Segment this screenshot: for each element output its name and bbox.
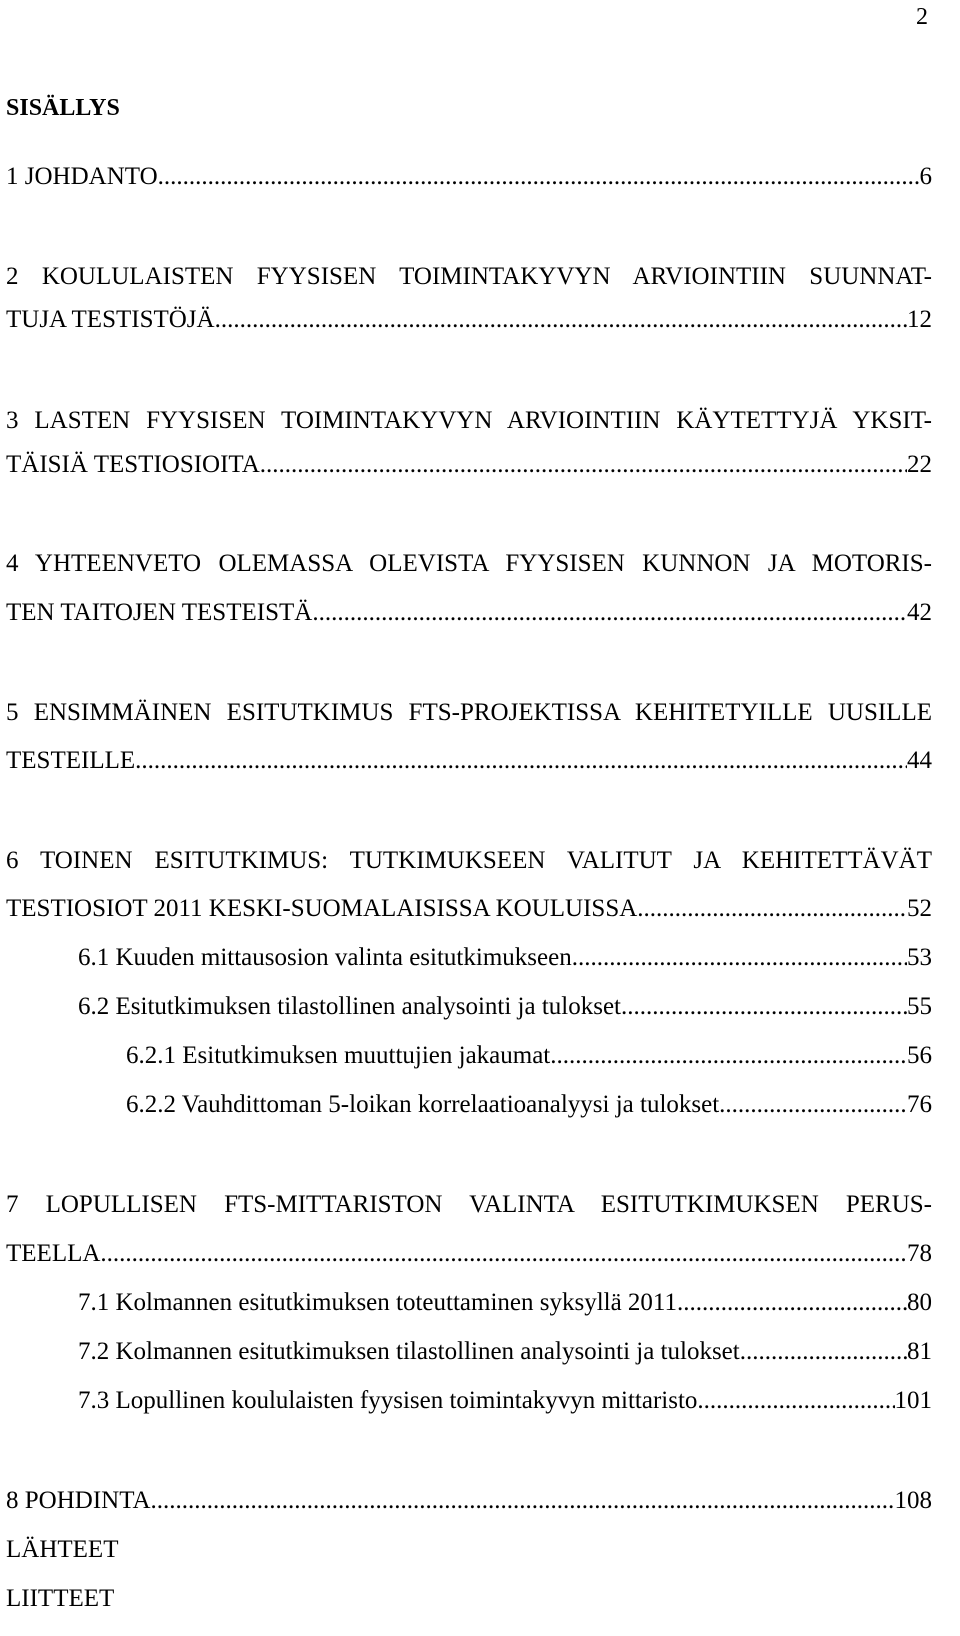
toc-entry-text: 7.2 Kolmannen esitutkimuksen tilastollinen analysointi ja tulokset [78,1338,740,1365]
toc-entry-7[interactable] [6,1239,932,1269]
toc-entry-text: TEELLA [6,1240,101,1267]
toc-entry-7-2[interactable] [78,1337,932,1367]
toc-leader [740,1337,907,1367]
toc-entry-text: 8 POHDINTA [6,1487,151,1514]
toc-page-number: 44 [907,747,932,774]
toc-entry-5-line1: 5 ENSIMMÄINEN ESITUTKIMUS FTS-PROJEKTISSA KEHITETYILLE UUSILLE [6,699,932,726]
toc-page-number: 52 [907,895,932,922]
toc-entry-text: 6.2.2 Vauhdittoman 5-loikan korrelaatioanalyysi ja tulokset [126,1091,720,1118]
toc-leader [637,894,907,924]
toc-entry-text: 7.3 Lopullinen koululaisten fyysisen toimintakyvyn mittaristo [78,1387,698,1414]
toc-page-number: 101 [894,1387,932,1414]
toc-page-number: 22 [907,451,932,478]
toc-leader [550,1041,907,1071]
toc-page-number: 108 [894,1487,932,1514]
toc-entry-6-2-2[interactable] [126,1090,932,1120]
toc-entry-text: 7.1 Kolmannen esitutkimuksen toteuttaminen syksyllä 2011 [78,1289,677,1316]
toc-leader [621,992,907,1022]
toc-entry-3-line1: 3 LASTEN FYYSISEN TOIMINTAKYVYN ARVIOINTIIN KÄYTETTYJÄ YKSIT- [6,407,932,434]
page-title: SISÄLLYS [6,95,120,121]
toc-entry-4[interactable] [6,598,932,628]
toc-leader [312,598,907,628]
toc-entry-6-2-1[interactable] [126,1041,932,1071]
toc-entry-text: TESTEILLE [6,747,136,774]
toc-entry-text: TÄISIÄ TESTIOSIOITA [6,451,260,478]
toc-entry-text: TUJA TESTISTÖJÄ [6,306,215,333]
toc-entry-text: TESTIOSIOT 2011 KESKI-SUOMALAISISSA KOULUISSA [6,895,638,922]
toc-page-number: 6 [919,163,932,190]
toc-leader [135,746,907,776]
toc-entry-4-line1: 4 YHTEENVETO OLEMASSA OLEVISTA FYYSISEN KUNNON JA MOTORIS- [6,550,932,577]
toc-entry-text: TEN TAITOJEN TESTEISTÄ [6,599,313,626]
toc-page-number: 81 [907,1338,932,1365]
toc-entry-2[interactable] [6,305,932,335]
toc-leader [151,1486,895,1516]
toc-page-number: 42 [907,599,932,626]
toc-entry-6[interactable] [6,894,932,924]
toc-leader [719,1090,907,1120]
toc-entry-6-line1: 6 TOINEN ESITUTKIMUS: TUTKIMUKSEEN VALITUT JA KEHITETTÄVÄT [6,847,932,874]
toc-entry-1[interactable] [6,162,932,192]
toc-leader [260,450,907,480]
toc-entry-text: 6.2 Esitutkimuksen tilastollinen analysointi ja tulokset [78,993,622,1020]
toc-entry-2-line1: 2 KOULULAISTEN FYYSISEN TOIMINTAKYVYN ARVIOINTIIN SUUNNAT- [6,263,932,290]
toc-page-number: 12 [907,306,932,333]
toc-entry-5[interactable] [6,746,932,776]
toc-page-number: 76 [907,1091,932,1118]
toc-entry-appendices[interactable]: LIITTEET [6,1585,115,1612]
toc-entry-text: 6.2.1 Esitutkimuksen muuttujien jakaumat [126,1042,551,1069]
toc-entry-references[interactable]: LÄHTEET [6,1536,119,1563]
toc-leader [158,162,920,192]
toc-entry-7-1[interactable] [78,1288,932,1318]
toc-page-number: 55 [907,993,932,1020]
page-number: 2 [916,4,928,30]
toc-entry-7-3[interactable] [78,1386,932,1416]
toc-leader [677,1288,907,1318]
toc-leader [697,1386,894,1416]
toc-leader [215,305,907,335]
toc-entry-6-1[interactable] [78,943,932,973]
toc-leader [572,943,907,973]
toc-entry-3[interactable] [6,450,932,480]
toc-entry-7-line1: 7 LOPULLISEN FTS-MITTARISTON VALINTA ESITUTKIMUKSEN PERUS- [6,1191,932,1218]
toc-page-number: 78 [907,1240,932,1267]
toc-page-number: 80 [907,1289,932,1316]
toc-entry-6-2[interactable] [78,992,932,1022]
toc-page-number: 56 [907,1042,932,1069]
toc-entry-text: 1 JOHDANTO [6,163,158,190]
toc-page-number: 53 [907,944,932,971]
toc-entry-8[interactable] [6,1486,932,1516]
toc-entry-text: 6.1 Kuuden mittausosion valinta esitutkimukseen [78,944,572,971]
toc-leader [100,1239,907,1269]
